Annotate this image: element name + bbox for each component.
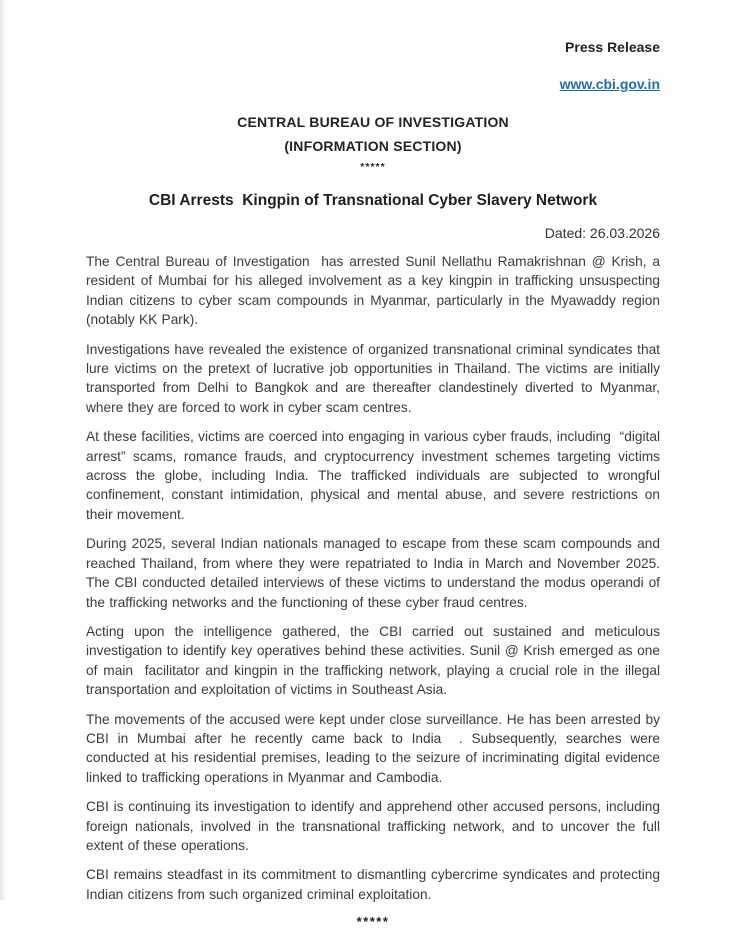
separator-stars-top: ***** — [360, 161, 386, 173]
headline: CBI Arrests Kingpin of Transnational Cyber Slavery Network — [148, 192, 598, 209]
separator-stars-bottom: ***** — [356, 914, 390, 929]
org-header-block — [86, 114, 660, 173]
org-section: (INFORMATION SECTION) — [284, 138, 462, 154]
press-release-label: Press Release — [565, 39, 660, 55]
press-release-body — [86, 252, 665, 904]
header-right-block — [86, 38, 660, 94]
scan-edge-artifact — [0, 0, 6, 900]
org-name: CENTRAL BUREAU OF INVESTIGATION — [237, 114, 509, 130]
paragraph-4: During 2025, several Indian nationals managed to escape from these scam compounds and reached Thailand, from where they were repatriated to India in March and November 2025. The CBI conducted detailed interviews of these victims to understand the modus operandi of the trafficking networks and the functioning of these cyber fraud centres. — [86, 536, 665, 610]
paragraph-8: CBI remains steadfast in its commitment to dismantling cybercrime syndicates and protecting Indian citizens from such organized criminal exploitation. — [86, 867, 665, 902]
paragraph-7: CBI is continuing its investigation to identify and apprehend other accused persons, including foreign nationals, involved in the transnational trafficking network, and to uncover the full extent of these operations. — [86, 799, 665, 853]
paragraph-6: The movements of the accused were kept under close surveillance. He has been arrested by CBI in Mumbai after he recently came back to India . Subsequently, searches were conducted at his residential premises, leading to the seizure of incriminating digital evidence linked to trafficking operations in Myanmar and Cambodia. — [86, 711, 665, 785]
paragraph-3: At these facilities, victims are coerced into engaging in various cyber frauds, including “digital arrest” scams, romance frauds, and cryptocurrency investment schemes targeting victims across the globe, including India. The trafficked individuals are subjected to wrongful confinement, constant intimidation, physical and mental abuse, and severe restrictions on their movement. — [86, 429, 665, 522]
cbi-website-link[interactable]: www.cbi.gov.in — [559, 76, 660, 92]
dateline: Dated: 26.03.2026 — [544, 225, 660, 241]
paragraph-5: Acting upon the intelligence gathered, the CBI carried out sustained and meticulous investigation to identify key operatives behind these activities. Sunil @ Krish emerged as one of main facilitator and kingpin in the trafficking network, playing a crucial role in the illegal transportation and exploitation of victims in Southeast Asia. — [86, 623, 665, 698]
paragraph-2: Investigations have revealed the existence of organized transnational criminal syndicates that lure victims on the pretext of lucrative job opportunities in Thailand. The victims are initially transported from Delhi to Bangkok and are thereafter clandestinely diverted to Myanmar, where they are forced to work in cyber scam centres. — [86, 341, 665, 415]
paragraph-1: The Central Bureau of Investigation has arrested Sunil Nellathu Ramakrishnan @ Krish, a resident of Mumbai for his alleged involvement as a key kingpin in trafficking unsuspecting Indian citizens to cyber scam compounds in Myanmar, particularly in the Myawaddy region (notably KK Park). — [86, 254, 665, 328]
